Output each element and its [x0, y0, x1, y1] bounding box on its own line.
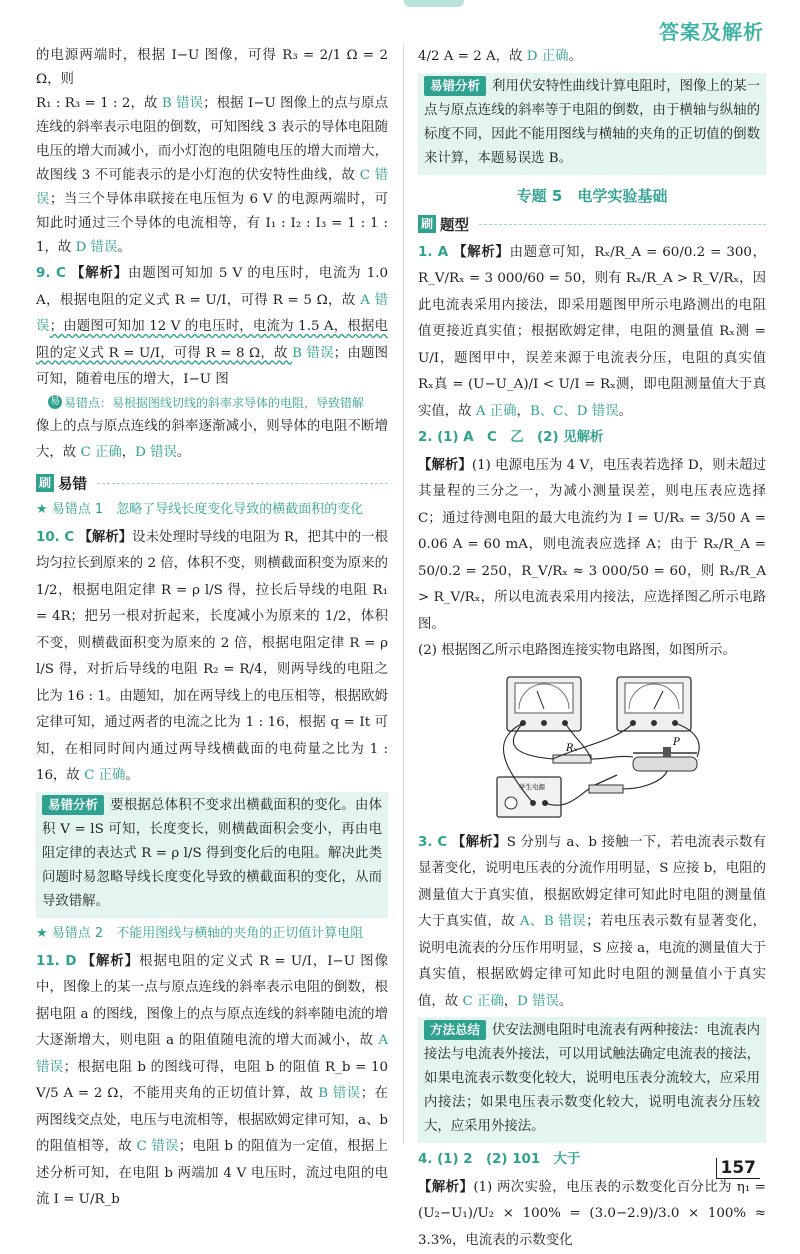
q11-text-d: ；电阻 b 的阻值为一定值，根据上述分析可知，在电阻 b 两端加 4 V 电压时，流过电阻的电流 I = U/R_b: [36, 1139, 388, 1207]
question-1: [418, 239, 766, 426]
question-9: [36, 260, 388, 394]
q9-text-c: ；由题图可知，随着电压的增大，I−U 图: [36, 346, 388, 388]
column-divider: [403, 44, 404, 1144]
right-column: [418, 44, 766, 1254]
q9-text-b: ；由题图可知加 12 V 的电压时，电流为 1.5 A，根据电阻的定义式 R = U/I，可得 R = 8 Ω，故: [36, 319, 388, 361]
section-tag: 刷: [36, 474, 54, 492]
q10-text: 设未处理时导线的电阻为 R，把其中的一根均匀拉长到原来的 2 倍，体积不变，则横截面积变为原来的 1/2，根据电阻定律 R = ρ l/S 得，拉长后导线的电阻 R₁ = 4R；把另一根对折起来，长度减小为原来的 1/2，体积不变，则横截面积变为原来的 2 倍，根据电阻定律 R = ρ l/S 得，对折后导线的电阻 R₂ = R/4，则两导线的电阻之比为 16 : 1。由题知，加在两导线上的电压相等，根据欧姆定律可知，通过两者的电流之比为 1 : 16，根据 q = It 可知，在相同时间内通过两导线横截面的电荷量之比为 1 : 16，故: [36, 530, 388, 784]
question-4: [418, 1174, 766, 1254]
cont-text-2: ；根据 I−U 图像上的点与原点连线的斜率表示电阻的倒数，可知图线 3 表示的导体电阻随电压的增大而减小，而小灯泡的电阻随电压的增大而增大，故图线 3 不可能表示的是小灯泡的伏安特性曲线，故: [36, 96, 388, 183]
voltmeter-icon: [617, 677, 691, 731]
question-number: 3. C: [418, 835, 447, 850]
question-3: [418, 829, 766, 1016]
box-tag: 方法总结: [424, 1020, 486, 1040]
analysis-tag: 【解析】: [452, 834, 507, 850]
q11-text-a: 根据电阻的定义式 R = U/I，I−U 图像中，图像上的某一点与原点连线的斜率表示电阻的倒数，根据电阻 a 的图线，图像上的点与原点连线的斜率随电流的增大逐渐增大，则电阻 a 的阻值随电流的增大而减小，故: [36, 954, 388, 1049]
q3-answer-ab: A、B 错误: [520, 914, 586, 929]
rheostat-icon: [633, 737, 697, 771]
q3-answer-d: D 错误: [517, 994, 559, 1009]
q1-text: 由题意可知，Rₓ/R_A = 60/0.2 = 300，R_V/Rₓ = 3 000/60 = 50，则有 Rₓ/R_A > R_V/Rₓ，因此电流表采用内接法，即采用题图甲所示电路测出的电阻值更接近真实值；根据欧姆定律，电阻的测量值 Rₓ测 = U/I，题图甲中，误差来源于电流表分压，电阻的真实值 Rₓ真 = (U−U_A)/I < U/I = Rₓ测，即电阻测量值大于真实值，故: [418, 245, 766, 419]
power-supply-icon: [497, 777, 561, 817]
switch-icon: [589, 775, 623, 793]
q9-text-a: 由题图可知加 5 V 的电压时，电流为 1.0 A，根据电阻的定义式 R = U/I，可得 R = 5 Ω，故: [36, 266, 388, 308]
continuation-paragraph: [36, 44, 388, 260]
r-cont-answer: D 正确: [527, 49, 569, 64]
q10-answer: C 正确: [84, 768, 125, 783]
box-text: 利用伏安特性曲线计算电阻时，图像上的某一点与原点连线的斜率等于电阻的倒数，由于横轴与纵轴的标度不同，因此不能用图线与横轴的夹角的正切值的倒数来计算，本题易误选 B。: [424, 79, 760, 166]
q9-sep: ，: [122, 445, 135, 460]
q11-continuation: [418, 44, 766, 71]
r-cont-end: 。: [568, 49, 581, 64]
question-number: 9. C: [36, 266, 66, 281]
ammeter-icon: [507, 677, 581, 731]
q11-answer-b: B 错误: [318, 1086, 360, 1101]
q9-answer-d: D 错误: [135, 445, 177, 460]
q9-answer-b: B 错误: [292, 346, 334, 361]
resistor-icon: [553, 743, 591, 763]
source-label: 学生电源: [519, 782, 546, 791]
handwritten-note: [36, 394, 388, 412]
q10-end: 。: [125, 768, 138, 783]
q1-answer-bcd: B、C、D 错误: [530, 404, 619, 419]
question-number: 10. C: [36, 530, 74, 545]
p-label: P: [672, 737, 680, 748]
analysis-tag: 【解析】: [79, 529, 133, 545]
analysis-tag: 【解析】: [418, 457, 472, 473]
q9-end: 。: [177, 445, 190, 460]
question-2-b: [418, 638, 766, 665]
section-heading-tixing: [418, 214, 766, 235]
q11-answer-a: A 错误: [36, 1033, 388, 1075]
page-header-title: 答案及解析: [659, 16, 764, 45]
rx-label: Rₓ: [565, 743, 578, 754]
box-tag: 易错分析: [424, 76, 486, 96]
q9-text-d: 像上的点与原点连线的斜率逐渐减小，则导体的电阻不断增大，故: [36, 419, 388, 461]
circuit-figure: [467, 671, 717, 821]
section-heading-yicuo: [36, 473, 388, 494]
section-tag: 刷: [418, 215, 436, 233]
q3-sep: ，: [504, 994, 517, 1009]
answer-b-wrong: B 错误: [162, 96, 203, 111]
question-number: 4. (1) 2 (2) 101 大于: [418, 1152, 580, 1167]
question-9-cont: [36, 414, 388, 467]
question-11: [36, 948, 388, 1214]
q1-sep: ，: [517, 404, 530, 419]
error-analysis-box: [36, 792, 388, 918]
q11-answer-c: C 错误: [137, 1139, 179, 1154]
q11-text-b: ；根据电阻 b 的图线可得，电阻 b 的阻值 R_b = 10 V/5 A = 2 Ω，不能用夹角的正切值计算，故: [36, 1060, 388, 1102]
box-tag: 易错分析: [42, 795, 104, 815]
q4-text: (1) 两次实验，电压表的示数变化百分比为 η₁ = (U₂−U₁)/U₂ × 100% = (3.0−2.9)/3.0 × 100% ≈ 3.3%，电流表的示数变化: [418, 1180, 766, 1248]
error-point-2: ★ 易错点 2 不能用图线与横轴的夹角的正切值计算电阻: [36, 922, 388, 946]
q3-text-b: ；若电压表示数有显著变化，说明电流表的分压作用明显，S 应接 a，电流的测量值大于真实值，根据欧姆定律可知此时电阻的测量值小于真实值，故: [418, 914, 766, 1009]
q3-end: 。: [559, 994, 572, 1009]
section-label: 题型: [440, 214, 469, 235]
q3-answer-c: C 正确: [462, 994, 503, 1009]
q9-answer-c: C 正确: [80, 445, 121, 460]
answer-c-wrong: C 错误: [36, 168, 388, 207]
page-number: 157: [716, 1158, 761, 1179]
analysis-tag: 【解析】: [82, 953, 139, 969]
q1-end: 。: [619, 404, 632, 419]
header-tab-decoration: [404, 0, 464, 7]
error-analysis-box-2: [418, 73, 766, 175]
question-2: [418, 452, 766, 639]
question-10: [36, 524, 388, 790]
analysis-tag: 【解析】: [71, 265, 128, 281]
error-point-1: ★ 易错点 1 忽略了导线长度变化导致的横截面积的变化: [36, 498, 388, 522]
analysis-tag: 【解析】: [453, 244, 509, 260]
question-4-answer: [418, 1147, 766, 1174]
q11-text-c: ；在两图线交点处，电压与电流相等，根据欧姆定律可知，a、b 的阻值相等，故: [36, 1086, 388, 1154]
section-rule: [479, 224, 766, 225]
cont-text: R₁ : R₃ = 1 : 2，故: [36, 96, 162, 111]
question-number: 1. A: [418, 245, 448, 260]
analysis-tag: 【解析】: [418, 1179, 473, 1195]
cont-end: 。: [117, 240, 130, 255]
section-rule: [97, 483, 388, 484]
q2-text-b: (2) 根据图乙所示电路图连接实物电路图，如图所示。: [418, 643, 736, 658]
question-2-answer: [418, 425, 766, 452]
question-number: 11. D: [36, 954, 76, 969]
q1-answer-a: A 正确: [476, 404, 517, 419]
box-text: 要根据总体积不变求出横截面积的变化。由体积 V = lS 可知，长度变长，则横截面积会变小，再由电阻定律的表达式 R = ρ l/S 得到变化后的电阻。解决此类问题时易忽略导线长度变化导致的横截面积的变化，从而导致错解。: [42, 798, 382, 909]
left-column: [36, 44, 388, 1214]
note-text: 易错点：易根据图线切线的斜率求导体的电阻，导致错解: [64, 396, 364, 410]
q2-text-a: (1) 电源电压为 4 V，电压表若选择 D，则未超过其量程的三分之一，为减小测量误差，则电压表应选择 C；通过待测电阻的最大电流约为 I = U/Rₓ = 3/50 A = 0.06 A = 60 mA，则电流表应选择 A；由于 Rₓ/R_A = 50/0.2 = 250，R_V/Rₓ ≈ 3 000/50 = 60，则 Rₓ/R_A > R_V/Rₓ，所以电流表采用内接法，应选择图乙所示电路图。: [418, 458, 766, 632]
note-icon: 易: [48, 395, 62, 409]
cont-text-3: ；当三个导体串联接在电压恒为 6 V 的电源两端时，可知此时通过三个导体的电流相等，有 I₁ : I₂ : I₃ = 1 : 1 : 1，故: [36, 192, 388, 255]
method-summary-box: [418, 1017, 766, 1143]
r-cont-text: 4/2 A = 2 A，故: [418, 49, 527, 64]
cont-line-1: 的电源两端时，根据 I−U 图像，可得 R₃ = 2/1 Ω = 2 Ω，则: [36, 48, 388, 87]
topic-title: 专题 5 电学实验基础: [418, 185, 766, 206]
box-text: 伏安法测电阻时电流表有两种接法：电流表内接法与电流表外接法，可以用试触法确定电流表的接法，如果电流表示数变化较大，说明电压表分流较大，应采用内接法；如果电压表示数变化较大，说明电流表分压较大，应采用外接法。: [424, 1023, 760, 1134]
question-number: 2. (1) A C 乙 (2) 见解析: [418, 430, 603, 445]
section-label: 易错: [58, 473, 87, 494]
answer-d-wrong: D 错误: [76, 240, 118, 255]
q3-text-a: S 分别与 a、b 接触一下，若电流表示数有显著变化，说明电压表的分流作用明显，S 应接 b，电阻的测量值大于真实值，根据欧姆定律可知此时电阻的测量值大于真实值，故: [418, 835, 766, 930]
q9-answer-a: A 错误: [36, 293, 388, 335]
